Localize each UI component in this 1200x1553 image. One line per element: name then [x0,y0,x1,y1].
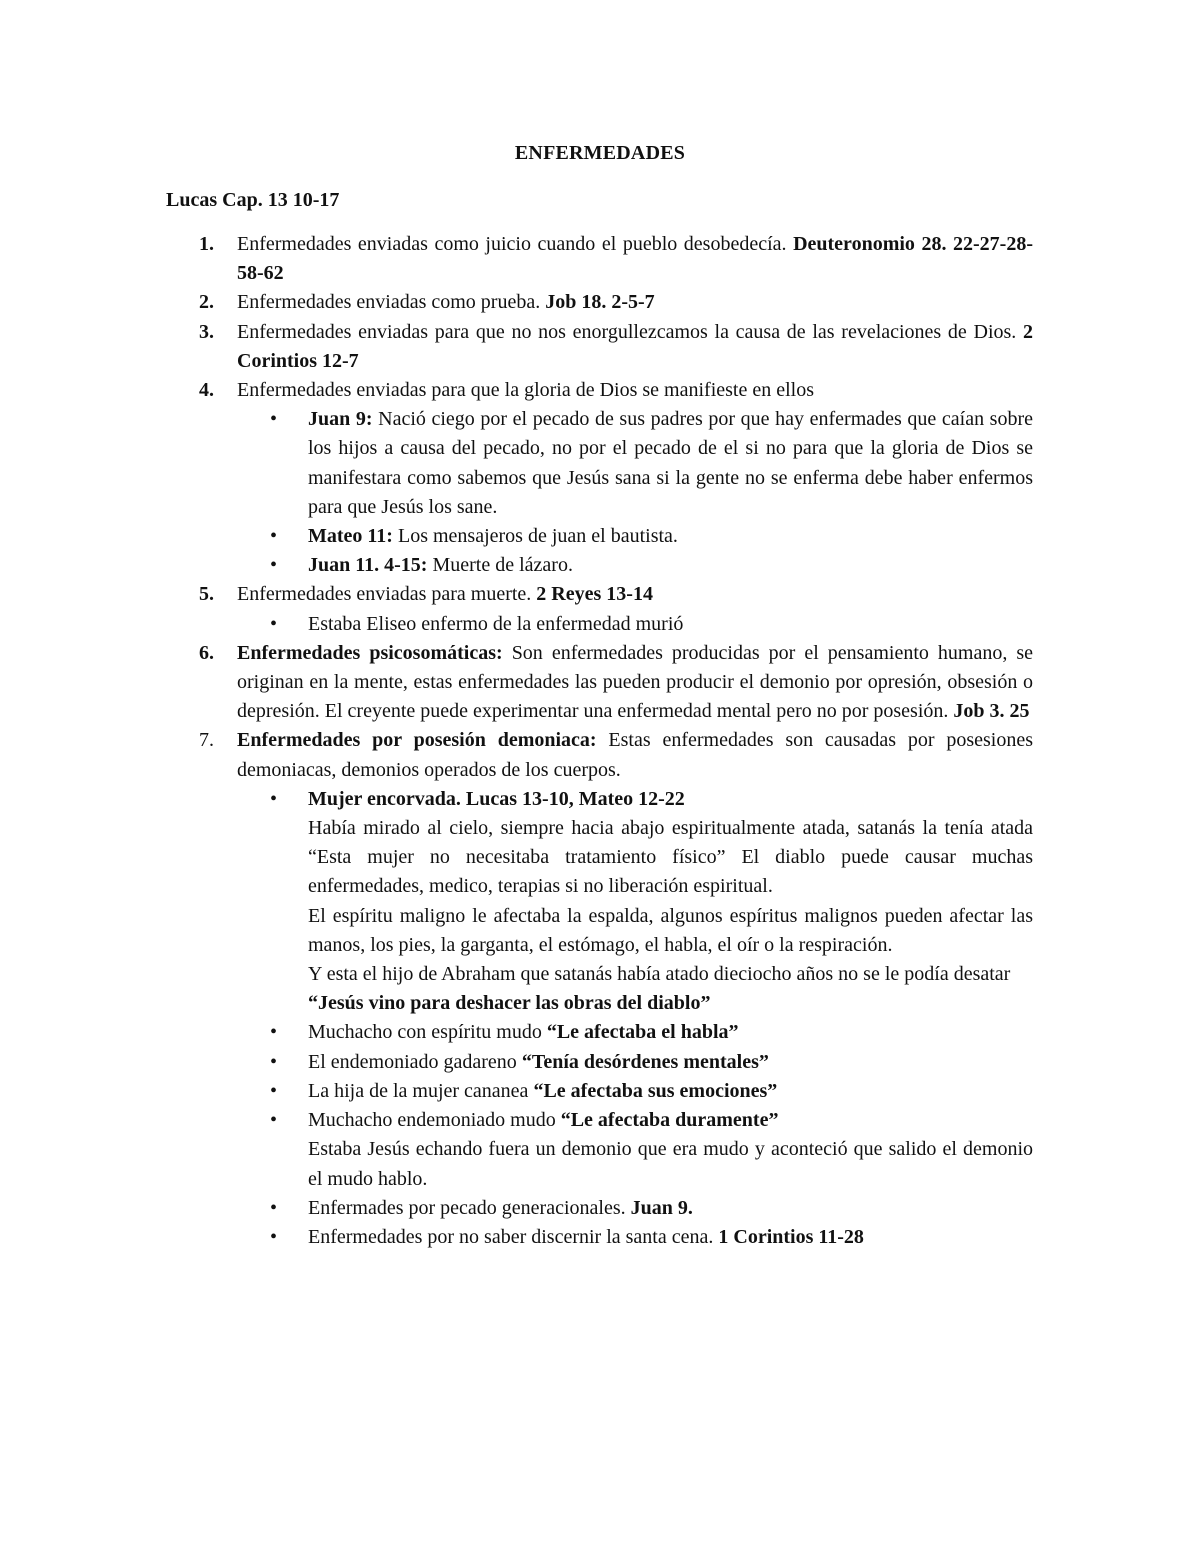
document-body [166,230,1033,1252]
sub-item-quote: “Le afectaba duramente” [560,1109,779,1132]
item-number: 7. [199,729,214,752]
item-number: 6. [199,641,214,664]
item-lead: Enfermedades por posesión demoniaca: [237,729,597,752]
sub-item-reference: 1 Corintios 11-28 [718,1225,864,1248]
sub-item-lead: Juan 11. 4-15: [308,554,428,577]
sub-item-text: Muerte de lázaro. [427,554,573,577]
sub-item-quote: “Jesús vino para deshacer las obras del diablo” [308,992,711,1015]
item-number: 4. [199,379,214,402]
item-number: 5. [199,583,214,606]
sub-list-item [166,551,1033,580]
list-item [166,288,1033,317]
passage-reference: Lucas Cap. 13 10-17 [166,189,340,211]
sub-item-text: Y esta el hijo de Abraham que satanás había atado dieciocho años no se le podía desatar [308,963,1011,986]
item-text: Enfermedades enviadas para que no nos enorgullezcamos la causa de las revelaciones de Dios. [237,320,1023,343]
sub-item-quote: “Le afectaba sus emociones” [533,1079,778,1102]
bullet-icon: • [270,1109,278,1132]
item-text: Enfermedades enviadas para muerte. [237,583,537,606]
sub-item-text: Enfermedades por no saber discernir la santa cena. [308,1225,719,1248]
list-item [166,726,1033,784]
item-lead: Enfermedades psicosomáticas: [237,641,503,664]
sub-item-lead: Mujer encorvada. Lucas 13-10, Mateo 12-22 [308,787,685,810]
list-item [166,639,1033,727]
sub-item-quote: “Tenía desórdenes mentales” [521,1050,769,1073]
list-item [166,580,1033,609]
item-text: Estas enfermedades son causadas por posesiones demoniacas, demonios operados de los cuerpos. [237,729,1033,781]
sub-list-item [166,1077,1033,1106]
item-text: Enfermedades enviadas para que la gloria de Dios se manifieste en ellos [237,379,815,402]
list-item [166,376,1033,405]
bullet-icon: • [270,1225,278,1248]
list-item [166,318,1033,376]
item-reference: Job 3. 25 [953,700,1030,723]
sub-item-paragraph: El espíritu maligno le afectaba la espalda, algunos espíritus malignos pueden afectar las manos, los pies, la garganta, el estómago, el habla, el oír o la respiración. [308,904,1033,956]
sub-list-item [166,405,1033,522]
bullet-icon: • [270,1079,278,1102]
sub-list-item [166,610,1033,639]
sub-list-item [166,1048,1033,1077]
bullet-icon: • [270,525,278,548]
sub-item-text: Enfermades por pecado generacionales. [308,1196,631,1219]
sub-item-lead: Mateo 11: [308,525,393,548]
sub-list-item [166,785,1033,1019]
sub-item-text: Estaba Eliseo enfermo de la enfermedad murió [308,612,684,635]
sub-item-text: Los mensajeros de juan el bautista. [392,525,678,548]
sub-item-lead: Juan 9: [308,408,373,431]
item-reference: Deuteronomio 28. 22-27-28-58-62 [237,233,1033,285]
sub-list-item [166,1223,1033,1252]
sub-list-item [166,1106,1033,1194]
sub-list-item [166,1018,1033,1047]
sub-item-text: Muchacho endemoniado mudo [308,1109,561,1132]
item-reference: 2 Reyes 13-14 [536,583,653,606]
item-number: 2. [199,291,214,314]
item-text: Enfermedades enviadas como prueba. [237,291,546,314]
item-reference: 2 Corintios 12-7 [237,320,1033,372]
bullet-icon: • [270,1021,278,1044]
bullet-icon: • [270,612,278,635]
sub-item-text: Muchacho con espíritu mudo [308,1021,547,1044]
page-title: ENFERMEDADES [514,142,686,164]
sub-list-item [166,1194,1033,1223]
sub-item-paragraph: Había mirado al cielo, siempre hacia abajo espiritualmente atada, satanás la tenía atada “Esta mujer no necesitaba tratamiento físico” El diablo puede causar muchas enfermedades, medico, terapias si no liberación espiritual. [308,817,1033,898]
sub-list-item [166,522,1033,551]
sub-item-reference: Juan 9. [630,1196,693,1219]
sub-item-quote: “Le afectaba el habla” [546,1021,739,1044]
item-number: 3. [199,320,214,343]
item-reference: Job 18. 2-5-7 [545,291,655,314]
sub-item-paragraph: Estaba Jesús echando fuera un demonio que era mudo y aconteció que salido el demonio el mudo hablo. [308,1138,1033,1190]
sub-item-text: La hija de la mujer cananea [308,1079,534,1102]
item-text: Son enfermedades producidas por el pensamiento humano, se originan en la mente, estas enfermedades las pueden producir el demonio por opresión, obsesión o depresión. El creyente puede experimentar una enfermedad mental pero no por posesión. [237,641,1034,723]
item-number: 1. [199,233,214,255]
bullet-icon: • [270,787,278,810]
item-text: Enfermedades enviadas como juicio cuando el pueblo desobedecía. [237,233,794,255]
bullet-icon: • [270,408,278,431]
list-item [166,230,1033,288]
bullet-icon: • [270,554,278,577]
sub-item-text: Nació ciego por el pecado de sus padres por que hay enfermades que caían sobre los hijos a causa del pecado, no por el pecado de el si no para que la gloria de Dios se manifestara como sabemos que Jesús sana si la gente no se enferma debe haber enfermos para que Jesús los sane. [308,408,1033,518]
bullet-icon: • [270,1050,278,1073]
bullet-icon: • [270,1196,278,1219]
sub-item-text: El endemoniado gadareno [308,1050,522,1073]
